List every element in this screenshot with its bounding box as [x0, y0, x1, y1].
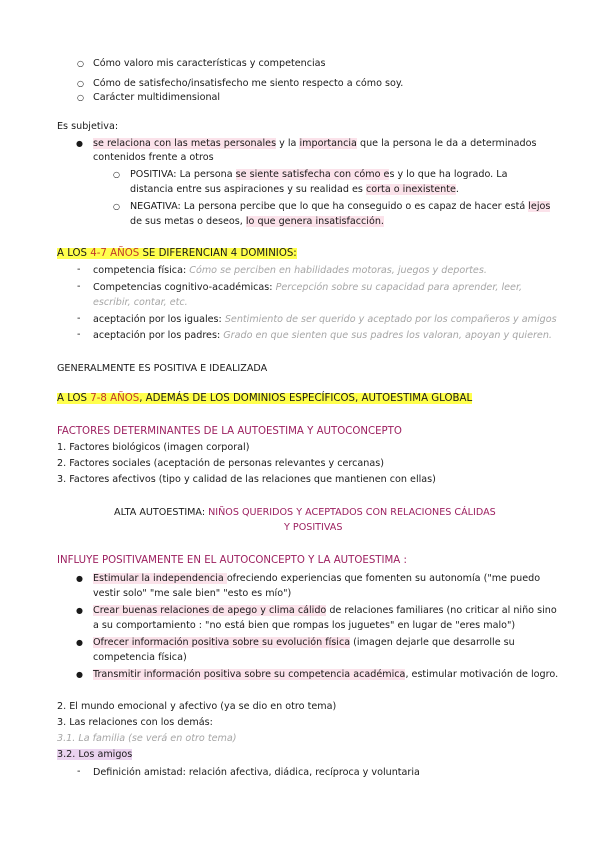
- dash-bullet-icon: -: [77, 313, 81, 324]
- age-range: 7-8 AÑOS: [90, 393, 140, 404]
- dash-bullet-icon: -: [77, 766, 81, 777]
- influence-item: [93, 636, 515, 649]
- highlight-text: Crear buenas relaciones de apego y clima cálido: [93, 605, 327, 616]
- highlight-text: Ofrecer información positiva sobre su evolución física: [93, 637, 351, 648]
- high-self-esteem-line-2: Y POSITIVAS: [284, 522, 343, 533]
- list-item: Cómo de satisfecho/insatisfecho me siento respecto a cómo soy.: [93, 78, 404, 89]
- circle-bullet-icon: ○: [77, 59, 84, 68]
- text: y la: [276, 138, 300, 149]
- influence-item-cont: vestir solo" "me sale bien" "esto es mío"): [93, 588, 292, 599]
- age-4-7-heading: [57, 247, 297, 260]
- text: La persona percibe que lo que ha conseguido o es capaz de hacer está: [180, 201, 529, 212]
- text: .: [455, 184, 459, 195]
- dot-bullet-icon: ●: [76, 638, 83, 647]
- subjective-bullet-1: [93, 137, 536, 150]
- highlight-importancia: importancia: [299, 138, 357, 149]
- highlight-insatisfaccion: lo que genera insatisfacción.: [245, 216, 384, 227]
- circle-bullet-icon: ○: [113, 202, 120, 211]
- highlight-text: Transmitir información positiva sobre su competencia académica: [93, 669, 406, 680]
- text: distancia entre sus aspiraciones y su realidad es: [130, 184, 366, 195]
- section-3-2: [57, 748, 132, 761]
- text: que la persona le da a determinados: [356, 138, 537, 149]
- list-item: Carácter multidimensional: [93, 92, 221, 103]
- domain-desc: Sentimiento de ser querido y aceptado por los compañeros y amigos: [221, 314, 557, 325]
- domain-label: Competencias cognitivo-académicas:: [93, 282, 273, 293]
- negativa-line-2: [130, 215, 384, 228]
- influence-heading: INFLUYE POSITIVAMENTE EN EL AUTOCONCEPTO Y LA AUTOESTIMA :: [57, 555, 407, 566]
- negativa-line-1: [130, 200, 550, 213]
- influence-item-cont: a su comportamiento : "no está bien que rompas los juguetes" en lugar de "eres malo"): [93, 620, 516, 631]
- domain-item: [93, 281, 522, 294]
- dot-bullet-icon: ●: [76, 670, 83, 679]
- highlight-lejos: lejos: [528, 201, 551, 212]
- subjective-heading: Es subjetiva:: [57, 121, 119, 132]
- circle-bullet-icon: ○: [113, 170, 120, 179]
- domain-label: aceptación por los padres:: [93, 330, 221, 341]
- dash-bullet-icon: -: [77, 264, 81, 275]
- circle-bullet-icon: ○: [77, 79, 84, 88]
- text: SE DIFERENCIAN 4 DOMINIOS:: [139, 248, 297, 259]
- general-note: GENERALMENTE ES POSITIVA E IDEALIZADA: [57, 363, 268, 374]
- highlight-text: Estimular la independencia: [93, 573, 227, 584]
- age-7-8-heading: [57, 392, 472, 405]
- positiva-line-1: [130, 168, 508, 181]
- section-2: 2. El mundo emocional y afectivo (ya se dio en otro tema): [57, 701, 337, 712]
- positiva-label: POSITIVA:: [130, 169, 177, 180]
- dot-bullet-icon: ●: [76, 139, 83, 148]
- factors-heading: FACTORES DETERMINANTES DE LA AUTOESTIMA Y AUTOCONCEPTO: [57, 426, 402, 437]
- text: s y lo que ha logrado. La: [389, 169, 508, 180]
- high-self-esteem-text: NIÑOS QUERIDOS Y ACEPTADOS CON RELACIONES CÁLIDAS: [205, 507, 496, 518]
- circle-bullet-icon: ○: [77, 93, 84, 102]
- dot-bullet-icon: ●: [76, 574, 83, 583]
- friendship-definition: Definición amistad: relación afectiva, diádica, recíproca y voluntaria: [93, 767, 420, 778]
- domain-desc: Grado en que sienten que sus padres los valoran, apoyan y quieren.: [220, 330, 552, 341]
- text: de sus metas o deseos,: [130, 216, 246, 227]
- negativa-label: NEGATIVA:: [130, 201, 181, 212]
- high-self-esteem-label: ALTA AUTOESTIMA:: [114, 507, 206, 518]
- dash-bullet-icon: -: [77, 329, 81, 340]
- section-3: 3. Las relaciones con los demás:: [57, 717, 213, 728]
- friends-heading: 3.2. Los amigos: [57, 749, 133, 760]
- text: La persona: [176, 169, 236, 180]
- domain-label: competencia física:: [93, 265, 187, 276]
- domain-desc: Cómo se perciben en habilidades motoras, juegos y deportes.: [186, 265, 487, 276]
- influence-item-cont: competencia física): [93, 652, 187, 663]
- text: , ADEMÁS DE LOS DOMINIOS ESPECÍFICOS, AUTOESTIMA GLOBAL: [139, 393, 473, 404]
- factor-item: 2. Factores sociales (aceptación de personas relevantes y cercanas): [57, 458, 384, 469]
- factor-item: 1. Factores biológicos (imagen corporal): [57, 442, 250, 453]
- highlight-satisfecha: se siente satisfecha con cómo e: [235, 169, 390, 180]
- highlight-corta: corta o inexistente: [365, 184, 456, 195]
- domain-item: [93, 264, 487, 277]
- dash-bullet-icon: -: [77, 281, 81, 292]
- domain-desc-cont: escribir, contar, etc.: [93, 297, 188, 308]
- domain-item: [93, 313, 557, 326]
- factor-item: 3. Factores afectivos (tipo y calidad de las relaciones que mantienen con ellas): [57, 474, 436, 485]
- dot-bullet-icon: ●: [76, 606, 83, 615]
- high-self-esteem-line-1: [114, 506, 496, 519]
- text: A LOS: [57, 393, 91, 404]
- domain-desc: Percepción sobre su capacidad para aprender, leer,: [272, 282, 523, 293]
- positiva-line-2: [130, 183, 459, 196]
- highlight-metas: se relaciona con las metas personales: [93, 138, 277, 149]
- text: A LOS: [57, 248, 91, 259]
- list-item: Cómo valoro mis características y competencias: [93, 58, 326, 69]
- subjective-bullet-1-cont: contenidos frente a otros: [93, 152, 214, 163]
- text: , estimular motivación de logro.: [405, 669, 559, 680]
- influence-item: [93, 572, 540, 585]
- influence-item: [93, 604, 557, 617]
- domain-item: [93, 329, 552, 342]
- text: de relaciones familiares (no criticar al niño sino: [326, 605, 557, 616]
- text: ofreciendo experiencias que fomenten su autonomía ("me puedo: [226, 573, 541, 584]
- age-range: 4-7 AÑOS: [90, 248, 140, 259]
- text: (imagen dejarle que desarrolle su: [350, 637, 515, 648]
- influence-item: [93, 668, 558, 681]
- section-3-1: 3.1. La familia (se verá en otro tema): [57, 733, 237, 744]
- domain-label: aceptación por los iguales:: [93, 314, 222, 325]
